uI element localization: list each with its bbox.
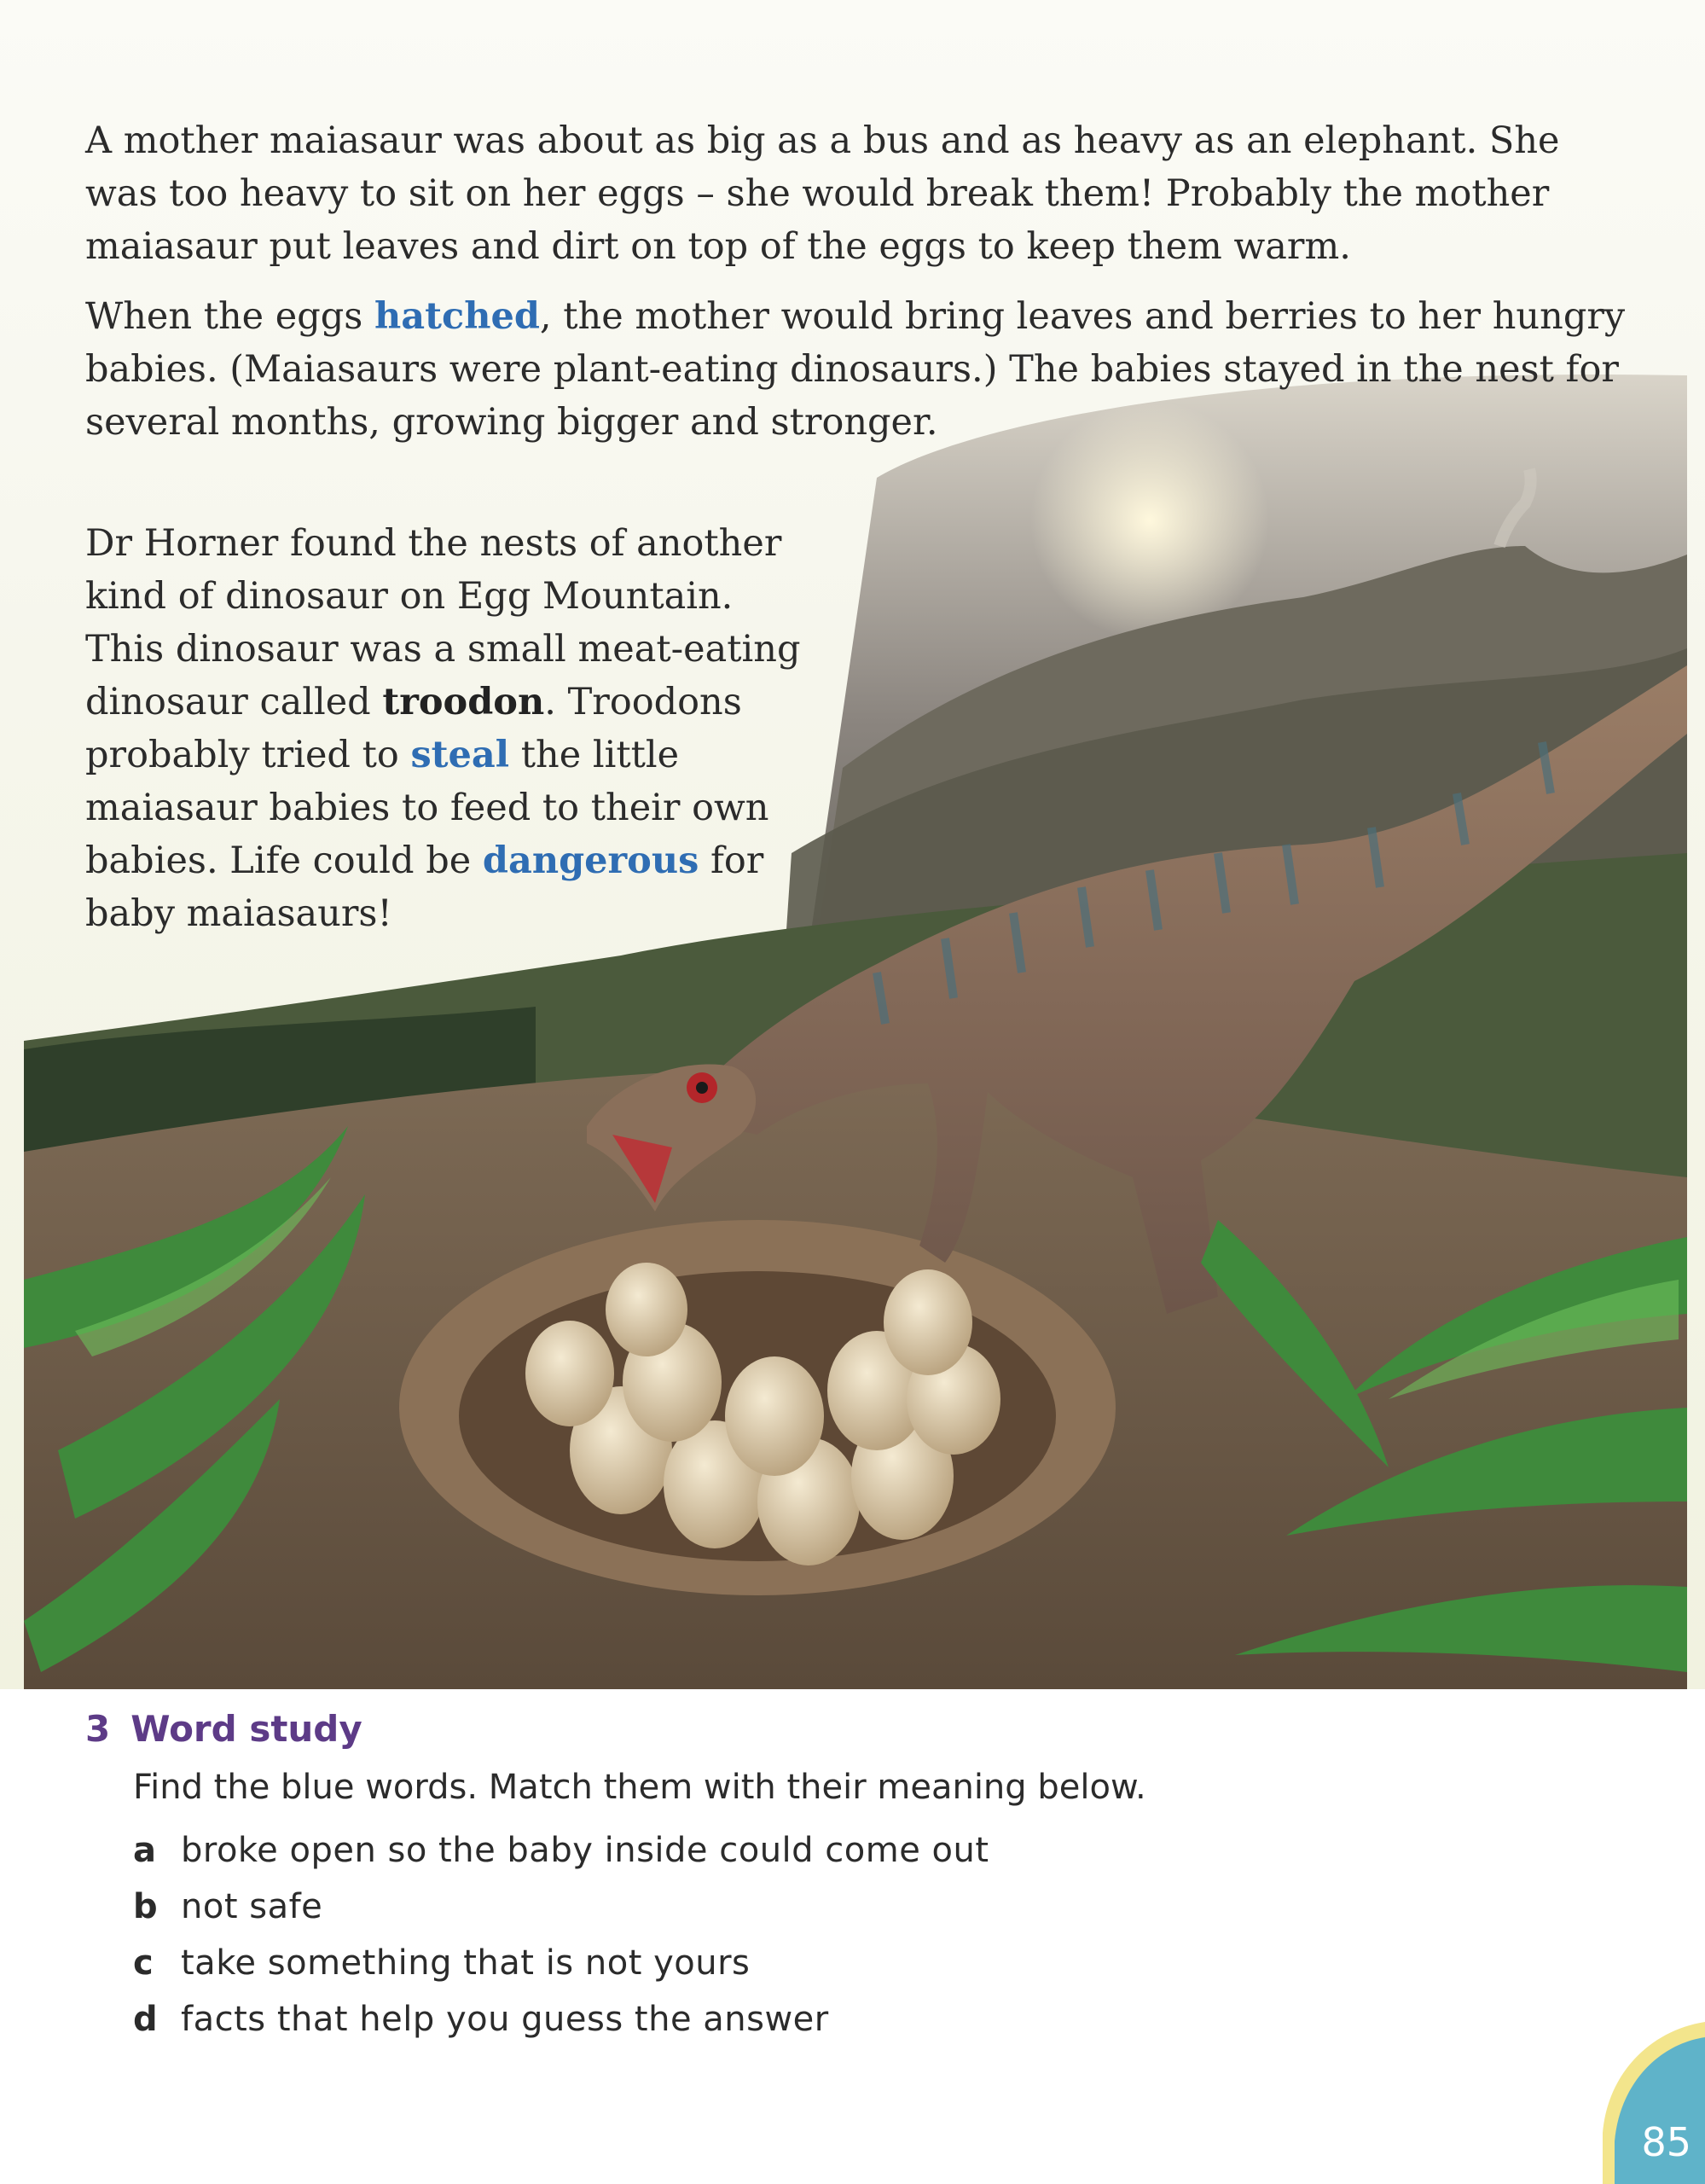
story-text: . Troodons probably tried to: [85, 681, 742, 776]
item-text: not safe: [181, 1887, 323, 1926]
list-item: [133, 1991, 989, 2048]
word-study-heading: [85, 1708, 362, 1750]
list-item: [133, 1935, 989, 1991]
story-text: , the mother would bring leaves and berries to her hungry babies. (Maiasaurs were plant-eating dinosaurs.) The babies stayed in the nest for several months, growing bigger and stronger.: [85, 295, 1626, 444]
story-paragraph-1: A mother maiasaur was about as big as a bus and as heavy as an elephant. She was too heavy to sit on her eggs – she would break them! Probably the mother maiasaur put leaves and dirt on top of the eggs to keep them warm.: [85, 119, 1560, 268]
item-letter: c: [133, 1943, 154, 1983]
list-item: [133, 1879, 989, 1935]
story-paragraph-3: [85, 517, 819, 940]
item-text: broke open so the baby inside could come out: [181, 1831, 989, 1870]
word-study-list: [133, 1822, 989, 2048]
word-study-number: 3: [85, 1708, 111, 1750]
word-study-instruction: Find the blue words. Match them with their meaning below.: [133, 1768, 1146, 1807]
item-letter: a: [133, 1831, 156, 1870]
item-text: facts that help you guess the answer: [181, 2000, 829, 2039]
item-letter: d: [133, 2000, 158, 2039]
keyword-steal: steal: [410, 734, 510, 776]
word-study-title: Word study: [130, 1708, 362, 1750]
story-text: When the eggs: [85, 295, 375, 338]
keyword-hatched: hatched: [374, 295, 540, 338]
story-text: for baby maiasaurs!: [85, 839, 764, 935]
story-text: Dr Horner found the nests of another kind of dinosaur on Egg Mountain. This dinosaur was a small meat-eating dinosaur called: [85, 522, 801, 723]
item-text: take something that is not yours: [181, 1943, 751, 1983]
item-letter: b: [133, 1887, 158, 1926]
keyword-troodon: troodon: [382, 681, 545, 723]
story-text: the little maiasaur babies to feed to their own babies. Life could be: [85, 734, 769, 882]
keyword-dangerous: dangerous: [482, 839, 699, 882]
page-number: 85: [1641, 2119, 1691, 2165]
story-paragraph-2: [85, 290, 1638, 449]
list-item: [133, 1822, 989, 1879]
